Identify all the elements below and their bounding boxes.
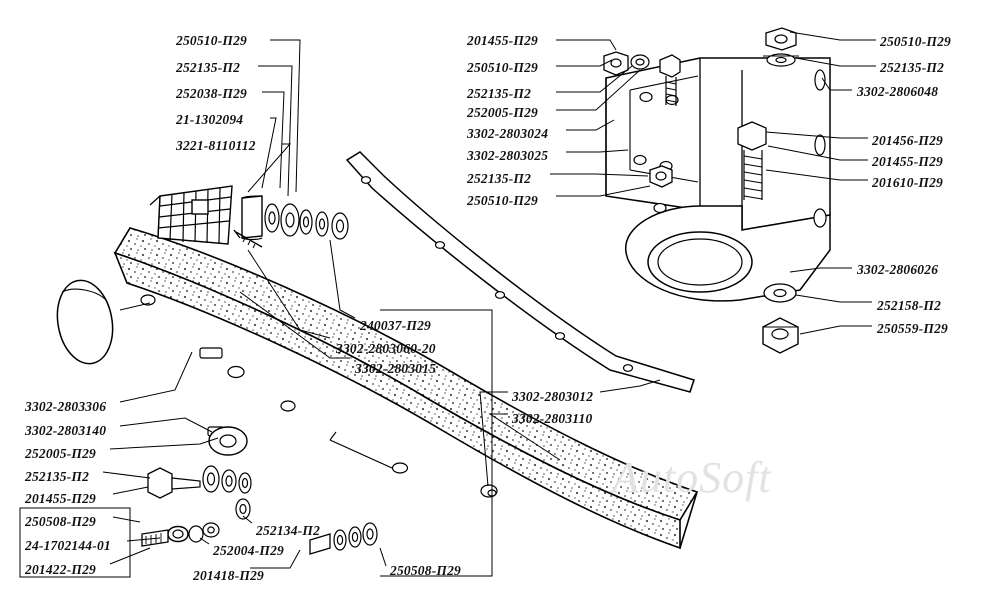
part-number-label: 250508-П29 [25,514,96,529]
part-number-label: 250510-П29 [880,34,951,49]
part-number-label: 201455-П29 [25,491,96,506]
part-number-label: 252158-П2 [877,298,942,313]
part-number-label: 3302-2803060-20 [336,341,436,356]
part-number-label: 252135-П2 [880,60,945,75]
fastener-stack-top-left [234,196,348,248]
part-number-label: 250559-П29 [877,321,948,336]
bracket-bottom-fasteners [763,284,798,353]
part-number-label: 250510-П29 [467,60,538,75]
part-number-label: 252005-П29 [467,105,538,120]
part-number-label: 250508-П29 [390,563,461,578]
part-number-label: 3302-2803140 [25,423,107,438]
part-number-label: 240037-П29 [360,318,431,333]
part-number-label: 201610-П29 [872,175,943,190]
bumper-grille-panel [150,186,232,244]
part-number-label: 3302-2803025 [467,148,549,163]
part-number-label: 201418-П29 [193,568,264,583]
bracket-fasteners-top [763,28,799,66]
part-number-label: 3302-2806048 [857,84,939,99]
part-number-label: 21-1302094 [176,112,244,127]
part-number-label: 252004-П29 [213,543,284,558]
part-number-label: 201455-П29 [467,33,538,48]
part-number-label: 252038-П29 [176,86,247,101]
watermark: AutoSoft [612,453,772,502]
part-number-label: 201456-П29 [872,133,943,148]
part-number-label: 3302-2803110 [512,411,593,426]
part-number-label: 201422-П29 [25,562,96,577]
part-number-label: 252135-П2 [25,469,90,484]
part-number-label: 250510-П29 [467,193,538,208]
part-number-label: 3302-2806026 [857,262,939,277]
part-number-label: 252134-П2 [256,523,321,538]
fastener-group-lower-left [148,427,251,498]
part-number-label: 3302-2803306 [25,399,107,414]
part-number-label: 252005-П29 [25,446,96,461]
part-number-label: 252135-П2 [467,86,532,101]
part-number-label: 24-1702144-01 [25,538,111,553]
part-number-label: 252135-П2 [467,171,532,186]
part-number-label: 3302-2803015 [355,361,437,376]
bumper-body [115,228,697,548]
part-number-label: 3302-2803024 [467,126,549,141]
bracket-assembly [606,58,830,301]
part-number-label: 252135-П2 [176,60,241,75]
part-number-label: 3221-8110112 [176,138,256,153]
part-number-label: 3302-2803012 [512,389,594,404]
part-number-label: 201455-П29 [872,154,943,169]
part-number-label: 250510-П29 [176,33,247,48]
bumper-end-cap [51,276,119,368]
